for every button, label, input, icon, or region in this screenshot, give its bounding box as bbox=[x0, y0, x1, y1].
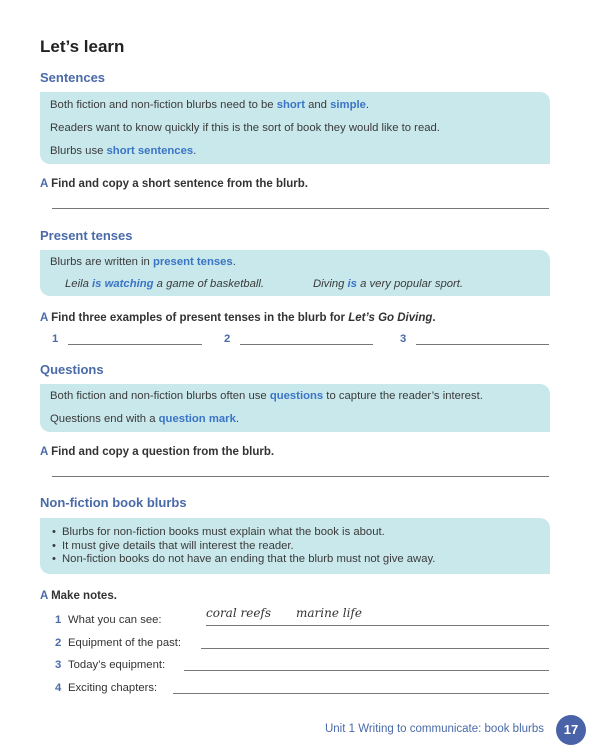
task-sentences: A Find and copy a short sentence from the blurb. bbox=[40, 178, 308, 190]
section-heading-non-fiction: Non-fiction book blurbs bbox=[40, 495, 187, 510]
answer-line[interactable] bbox=[52, 476, 549, 477]
bullet-item: • Blurbs for non-fiction books must explain what the book is about. bbox=[52, 526, 435, 540]
answer-number: 3 bbox=[400, 333, 407, 345]
task-make-notes: A Make notes. bbox=[40, 590, 117, 602]
answer-line[interactable] bbox=[68, 344, 202, 345]
answer-line[interactable] bbox=[52, 208, 549, 209]
task-present-tenses: A Find three examples of present tenses in the blurb for Let’s Go Diving. bbox=[40, 312, 436, 324]
example-sentence: Diving is a very popular sport. bbox=[313, 278, 464, 290]
note-label: Exciting chapters: bbox=[68, 682, 158, 694]
keyword: simple bbox=[330, 99, 366, 111]
section-heading-questions: Questions bbox=[40, 362, 104, 377]
keyword: is bbox=[347, 278, 357, 290]
page-number-badge: 17 bbox=[556, 715, 586, 745]
info-box-questions bbox=[40, 384, 550, 432]
example-sentence: Leila is watching a game of basketball. bbox=[65, 278, 265, 290]
info-line: Readers want to know quickly if this is the sort of book they would like to read. bbox=[50, 122, 440, 134]
answer-line[interactable] bbox=[201, 648, 549, 649]
page-title: Let’s learn bbox=[40, 37, 125, 56]
bullet-item: • Non-fiction books do not have an ending that the blurb must not give away. bbox=[52, 553, 435, 567]
handwritten-answer: marine life bbox=[296, 606, 362, 620]
info-box-sentences bbox=[40, 92, 550, 164]
keyword: questions bbox=[269, 390, 324, 402]
note-number: 1 bbox=[55, 614, 62, 626]
note-number: 3 bbox=[55, 659, 62, 671]
info-box-non-fiction bbox=[40, 518, 550, 574]
keyword: short bbox=[276, 99, 305, 111]
section-heading-present-tenses: Present tenses bbox=[40, 228, 133, 243]
info-line: Blurbs use short sentences. bbox=[50, 145, 197, 157]
answer-line[interactable] bbox=[184, 670, 549, 671]
keyword: short sentences bbox=[106, 145, 194, 157]
answer-line[interactable] bbox=[206, 625, 549, 626]
note-number: 2 bbox=[55, 637, 62, 649]
info-line: Questions end with a question mark. bbox=[50, 413, 239, 425]
bullet-item: • It must give details that will interest the reader. bbox=[52, 540, 435, 554]
info-line: Blurbs are written in present tenses. bbox=[50, 256, 236, 268]
answer-line[interactable] bbox=[240, 344, 373, 345]
answer-line[interactable] bbox=[416, 344, 549, 345]
keyword: question mark bbox=[158, 413, 236, 425]
info-line: Both fiction and non-fiction blurbs often use questions to capture the reader’s interest. bbox=[50, 390, 483, 402]
answer-number: 2 bbox=[224, 333, 231, 345]
bullet-list bbox=[52, 526, 435, 567]
note-label: Equipment of the past: bbox=[68, 637, 182, 649]
note-label: Today’s equipment: bbox=[68, 659, 166, 671]
info-box-present-tenses bbox=[40, 250, 550, 296]
keyword: is watching bbox=[92, 278, 154, 290]
answer-line[interactable] bbox=[173, 693, 549, 694]
footer-unit-title: Unit 1 Writing to communicate: book blurbs bbox=[324, 723, 544, 735]
note-label: What you can see: bbox=[68, 614, 162, 626]
handwritten-answer: coral reefs bbox=[206, 606, 272, 620]
answer-number: 1 bbox=[52, 333, 59, 345]
keyword: present tenses bbox=[152, 256, 233, 268]
note-number: 4 bbox=[55, 682, 62, 694]
task-questions: A Find and copy a question from the blurb. bbox=[40, 446, 275, 458]
info-line: Both fiction and non-fiction blurbs need to be short and simple. bbox=[50, 99, 370, 111]
section-heading-sentences: Sentences bbox=[40, 70, 106, 85]
